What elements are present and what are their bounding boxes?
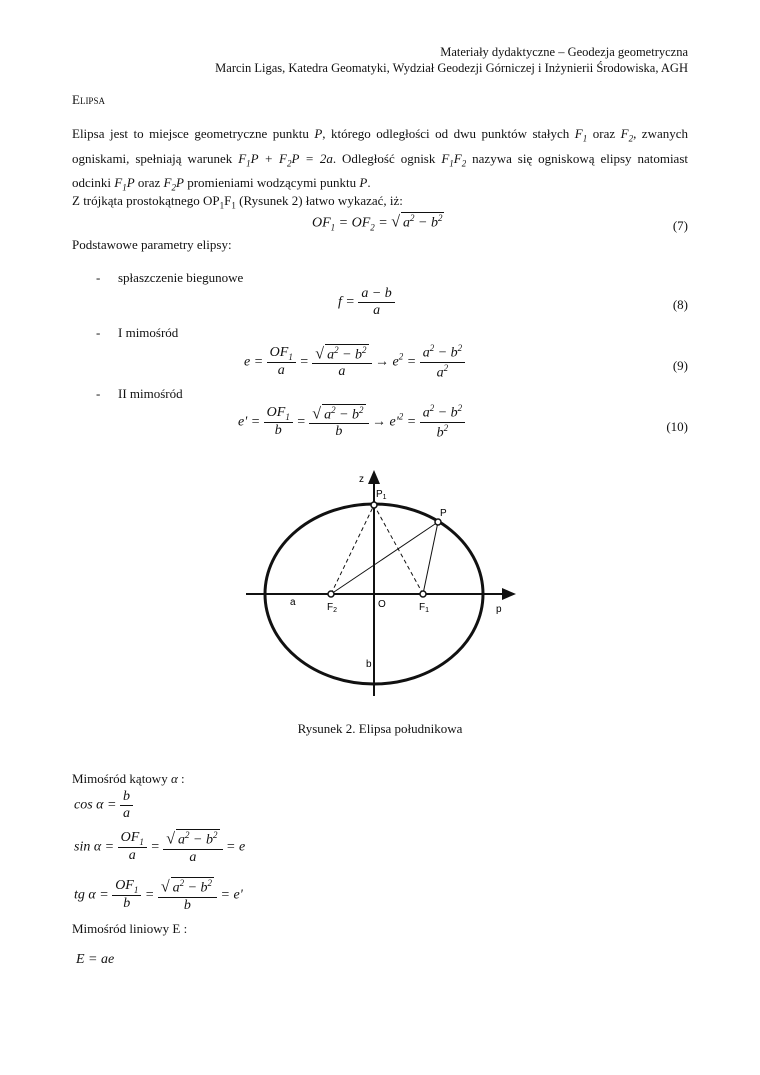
equation-number-8: (8) [672,297,688,312]
intro-text-3: oraz [587,126,621,141]
intro-text-6: nazywa się ogniskową elipsy natomiast odcinki [72,150,688,191]
equation-number-10: (10) [666,419,688,434]
triangle-sentence: Z trójkąta prostokątnego $OP_1F_1$ (Rysunek 2) łatwo wykazać, iż: [72,193,403,211]
label-p: P [440,508,447,519]
equation-number-7: (7) [672,218,688,233]
section-title: Elipsa [72,92,105,107]
angular-label-text: Mimośród kątowy [72,771,171,786]
linear-eccentricity-label: Mimośród liniowy E : [72,921,188,936]
label-f1: $F_1$ [419,602,430,614]
label-f2: $F_2$ [327,602,338,614]
intro-text-2: , którego odległości od dwu punktów stałych [322,126,575,141]
intro-text-5: . Odległość ognisk [332,150,442,166]
angular-eccentricity-label [72,771,185,787]
bullet-first-eccentricity: I mimośród [118,325,179,340]
label-a: a [290,597,296,608]
ellipse-figure [240,466,520,706]
p-axis-arrow [502,588,516,600]
triangle-mid: F [224,193,232,208]
focal-condition: $F_1P + F_2P = 2a$ [238,150,333,169]
triangle-lead: Z trójkąta prostokątnego OP [72,193,220,208]
label-p-axis: p [496,604,502,615]
z-axis-arrow [368,470,380,484]
bullet-dash-2: - [96,325,101,340]
sin-alpha-equation: sin α = $\frac{OF_1}{a}$ = $\frac{√ a^2 - b^2}{a}$ = e [74,830,246,865]
f2-p-radius [331,522,438,594]
header-line-2: Marcin Ligas, Katedra Geomatyki, Wydział Geodezji Górniczej i Inżynierii Środowiska, AGH [215,61,688,75]
intro-text-7: oraz [134,175,164,191]
point-p [435,519,441,525]
equation-7: $OF_1 = OF_2$ = √ $a^2 - b^2$ [312,213,443,233]
point-f1 [420,591,426,597]
angular-alpha: α [170,771,178,786]
bullet-dash-1: - [96,270,101,285]
equation-9: e = $\frac{OF_1}{a}$ = $\frac{√ a^2 - b^2}{a}$ → $e^2$ = $\frac{a^2 - b^2}{a^2}$ [244,343,465,381]
equation-8: f = $\frac{a - b}{a}$ [338,286,395,319]
f1-p1-line [374,505,423,594]
tg-alpha-equation: tg α = $\frac{OF_1}{b}$ = $\frac{√ a^2 - b^2}{b}$ = e' [74,878,243,913]
linear-eccentricity-formula: E = ae [76,952,115,967]
label-o: O [378,599,386,610]
intro-text-8: promieniami wodzącymi punktu [183,175,360,191]
point-p1 [371,502,377,508]
equation-number-9: (9) [672,358,688,373]
bullet-flattening: spłaszczenie biegunowe [118,270,244,285]
intro-paragraph: Elipsa jest to miejsce geometryczne punktu P, którego odległości od dwu punktów stałych $F_1$ oraz $F_2$, zwanych ogniskami, spełniają warunek $F_1P + F_2P = 2a$. Odległość ognisk $F_1F_2$ nazywa się ogniskową elipsy natomiast odcinki $F_1P$ oraz $F_2P$ promieniami wodzącymi punktu P. [72,126,688,193]
label-z: z [359,474,364,485]
equation-10: e' = $\frac{OF_1}{b}$ = $\frac{√ a^2 - b^2}{b}$ → $e'^2$ = $\frac{a^2 - b^2}{b^2}$ [238,403,465,441]
figure-caption: Rysunek 2. Elipsa południkowa [297,721,463,736]
f2-p1-line [331,505,374,594]
bullet-dash-3: - [96,386,101,401]
cos-alpha-equation: cos α = $\frac{b}{a}$ [74,789,133,822]
running-header [215,44,688,76]
label-b: b [366,659,372,670]
triangle-tail: (Rysunek 2) łatwo wykazać, iż: [235,193,403,208]
f1-p-radius [423,522,438,594]
intro-text-9: . [367,175,371,191]
header-line-1: Materiały dydaktyczne – Geodezja geometryczna [440,45,688,59]
angular-colon: : [177,771,185,786]
intro-text-4: , zwanych ogniskami, spełniają warunek [72,126,688,166]
bullet-second-eccentricity: II mimośród [118,386,183,401]
point-f2 [328,591,334,597]
label-p1: $P_1$ [376,489,387,501]
intro-text-1: Elipsa jest to miejsce geometryczne punktu [72,126,315,141]
params-label: Podstawowe parametry elipsy: [72,237,232,252]
